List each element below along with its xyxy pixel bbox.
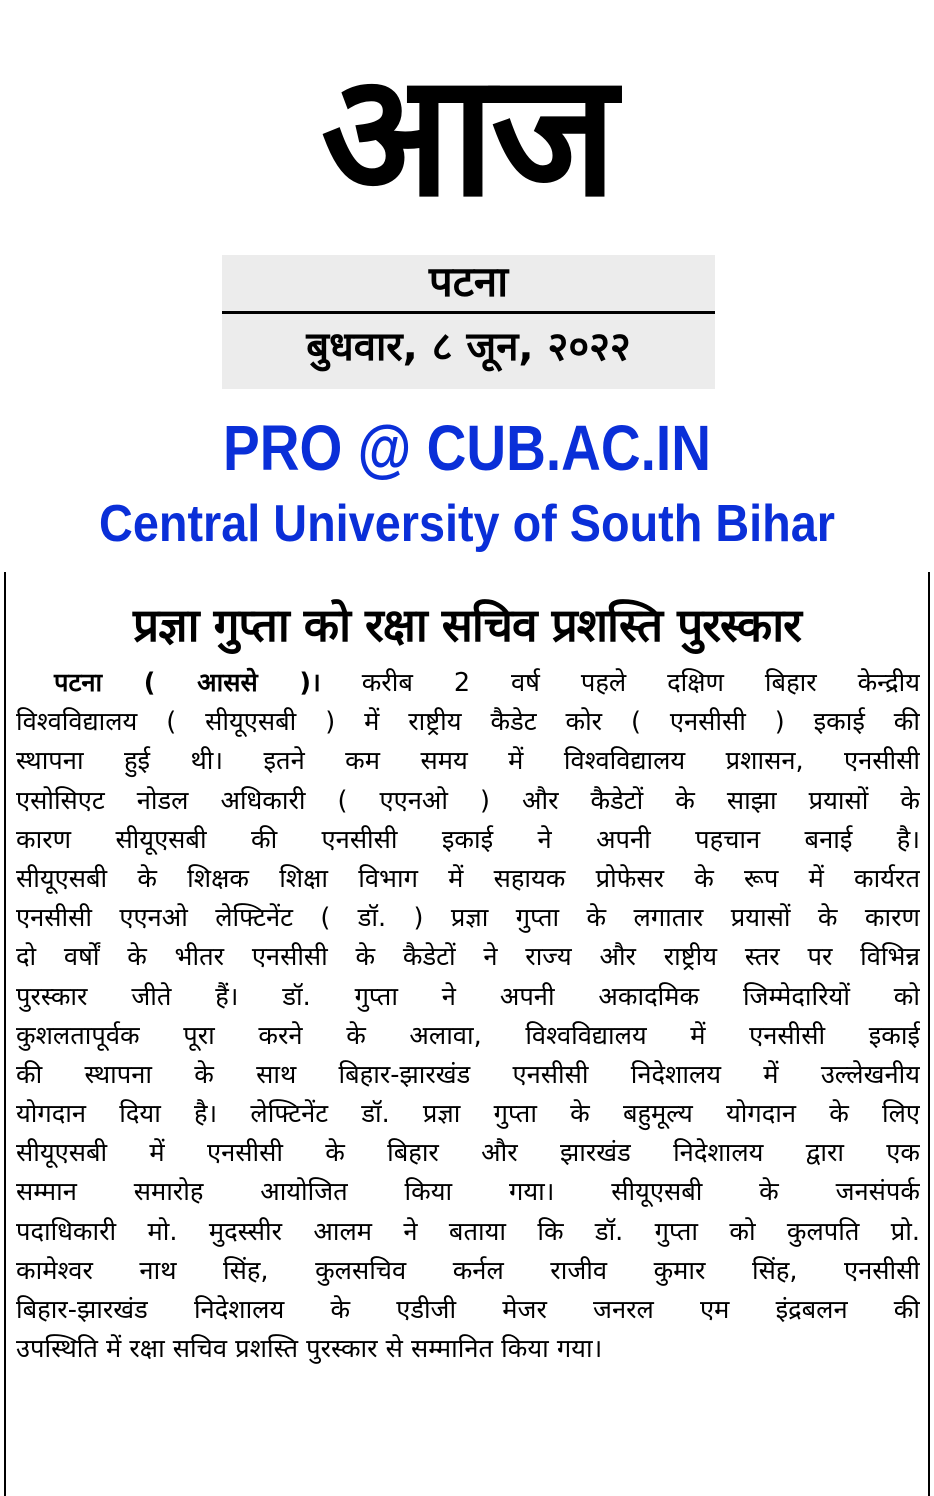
article-line: विश्वविद्यालय ( सीयूएसबी ) में राष्ट्रीय कैडेट कोर ( एनसीसी ) इकाई की bbox=[16, 707, 920, 738]
edition-dateline bbox=[222, 255, 715, 389]
article-line: पदाधिकारी मो. मुदस्सीर आलम ने बताया कि डॉ. गुप्ता को कुलपति प्रो. bbox=[16, 1216, 920, 1247]
article-line: एसोसिएट नोडल अधिकारी ( एएनओ ) और कैडेटों के साझा प्रयासों के bbox=[16, 785, 920, 816]
dateline-divider bbox=[222, 311, 715, 314]
article-line: कामेश्वर नाथ सिंह, कुलसचिव कर्नल राजीव कुमार सिंह, एनसीसी bbox=[16, 1255, 920, 1286]
article-line: कुशलतापूर्वक पूरा करने के अलावा, विश्वविद्यालय में एनसीसी इकाई bbox=[16, 1020, 920, 1051]
article-line: दो वर्षों के भीतर एनसीसी के कैडेटों ने राज्य और राष्ट्रीय स्तर पर विभिन्न bbox=[16, 942, 920, 973]
article-line: स्थापना हुई थी। इतने कम समय में विश्वविद्यालय प्रशासन, एनसीसी bbox=[16, 746, 920, 777]
article-line: पुरस्कार जीते हैं। डॉ. गुप्ता ने अपनी अकादमिक जिम्मेदारियों को bbox=[16, 981, 920, 1012]
article-body bbox=[16, 664, 920, 1369]
article-headline: प्रज्ञा गुप्ता को रक्षा सचिव प्रशस्ति पुरस्कार bbox=[133, 598, 801, 652]
article-byline: पटना ( आससे )। bbox=[54, 668, 321, 698]
edition-city: पटना bbox=[428, 257, 509, 306]
article-line: पटना ( आससे )। करीब 2 वर्ष पहले दक्षिण बिहार केन्द्रीय bbox=[54, 668, 920, 698]
column-rule-left bbox=[4, 572, 6, 1496]
article-line: एनसीसी एएनओ लेफ्टिनेंट ( डॉ. ) प्रज्ञा गुप्ता के लगातार प्रयासों के कारण bbox=[16, 903, 920, 934]
article-line: सीयूएसबी के शिक्षक शिक्षा विभाग में सहायक प्रोफेसर के रूप में कार्यरत bbox=[16, 863, 920, 894]
newspaper-masthead: आज bbox=[321, 35, 613, 235]
article-line: सीयूएसबी में एनसीसी के बिहार और झारखंड निदेशालय द्वारा एक bbox=[16, 1138, 920, 1169]
article-line: की स्थापना के साथ बिहार-झारखंड एनसीसी निदेशालय में उल्लेखनीय bbox=[16, 1059, 920, 1090]
article-line: सम्मान समारोह आयोजित किया गया। सीयूएसबी के जनसंपर्क bbox=[16, 1177, 920, 1208]
article-line: उपस्थिति में रक्षा सचिव प्रशस्ति पुरस्कार से सम्मानित किया गया। bbox=[16, 1334, 603, 1365]
edition-date: बुधवार, ८ जून, २०२२ bbox=[306, 324, 631, 370]
column-rule-right bbox=[928, 572, 930, 1496]
article-line: योगदान दिया है। लेफ्टिनेंट डॉ. प्रज्ञा गुप्ता के बहुमूल्य योगदान के लिए bbox=[16, 1099, 920, 1130]
university-name-overlay: Central University of South Bihar bbox=[99, 495, 835, 553]
article-line: कारण सीयूएसबी की एनसीसी इकाई ने अपनी पहचान बनाई है। bbox=[16, 824, 920, 855]
article-line: बिहार-झारखंड निदेशालय के एडीजी मेजर जनरल एम इंद्रबलन की bbox=[16, 1295, 920, 1325]
pro-email-overlay: PRO @ CUB.AC.IN bbox=[223, 412, 711, 484]
